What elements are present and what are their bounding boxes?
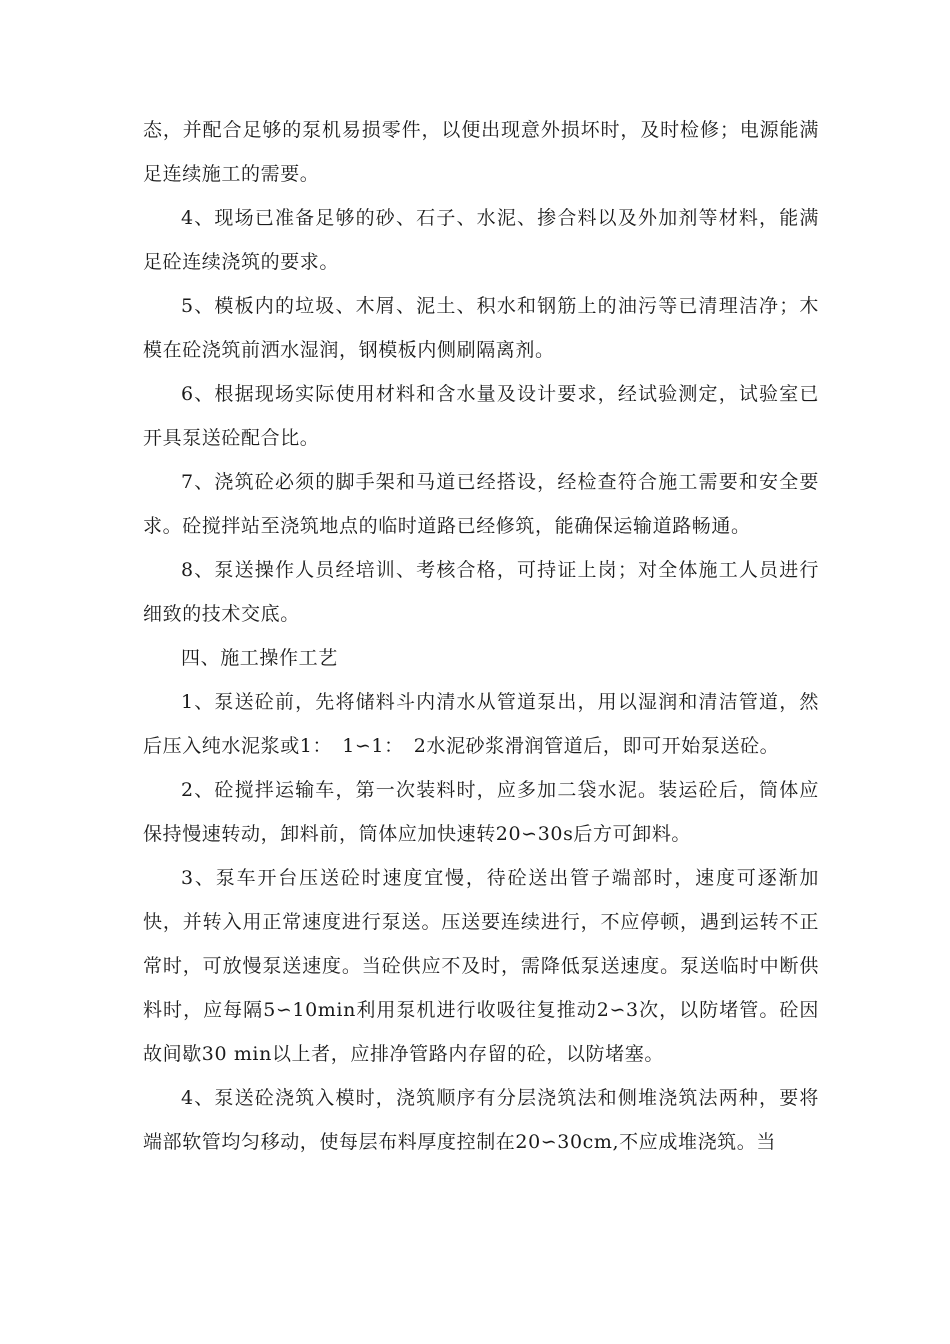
- paragraph-item-7: 7、浇筑砼必须的脚手架和马道已经搭设，经检查符合施工需要和安全要求。砼搅拌站至浇筑地点的临时道路已经修筑，能确保运输道路畅通。: [143, 471, 819, 537]
- paragraph-step-4: 4、泵送砼浇筑入模时，浇筑顺序有分层浇筑法和侧堆浇筑法两种，要将端部软管均匀移动，使每层布料厚度控制在20∽30cm,不应成堆浇筑。当: [143, 1087, 819, 1153]
- paragraph-step-3: 3、泵车开台压送砼时速度宜慢，待砼送出管子端部时，速度可逐渐加快，并转入用正常速度进行泵送。压送要连续进行，不应停顿，遇到运转不正常时，可放慢泵送速度。当砼供应不及时，需降低泵送速度。泵送临时中断供料时，应每隔5∽10min利用泵机进行收吸往复推动2∽3次，以防堵管。砼因故间歇30 min以上者，应排净管路内存留的砼，以防堵塞。: [143, 867, 819, 1065]
- paragraph-item-8: 8、泵送操作人员经培训、考核合格，可持证上岗；对全体施工人员进行细致的技术交底。: [143, 559, 819, 625]
- document-body: [143, 108, 819, 1164]
- paragraph-item-5: 5、模板内的垃圾、木屑、泥土、积水和钢筋上的油污等已清理洁净；木模在砼浇筑前洒水湿润，钢模板内侧刷隔离剂。: [143, 295, 819, 361]
- paragraph-step-2: 2、砼搅拌运输车，第一次装料时，应多加二袋水泥。装运砼后，筒体应保持慢速转动，卸料前，筒体应加快速转20∽30s后方可卸料。: [143, 779, 819, 845]
- paragraph-item-4: 4、现场已准备足够的砂、石子、水泥、掺合料以及外加剂等材料，能满足砼连续浇筑的要求。: [143, 207, 819, 273]
- paragraph-item-6: 6、根据现场实际使用材料和含水量及设计要求，经试验测定，试验室已开具泵送砼配合比。: [143, 383, 819, 449]
- paragraph-continuation: 态，并配合足够的泵机易损零件，以便出现意外损坏时，及时检修；电源能满足连续施工的需要。: [143, 119, 819, 185]
- section-heading: 四、施工操作工艺: [181, 647, 338, 669]
- paragraph-step-1: 1、泵送砼前，先将储料斗内清水从管道泵出，用以湿润和清洁管道，然后压入纯水泥浆或1： 1∽1： 2水泥砂浆滑润管道后，即可开始泵送砼。: [143, 691, 819, 757]
